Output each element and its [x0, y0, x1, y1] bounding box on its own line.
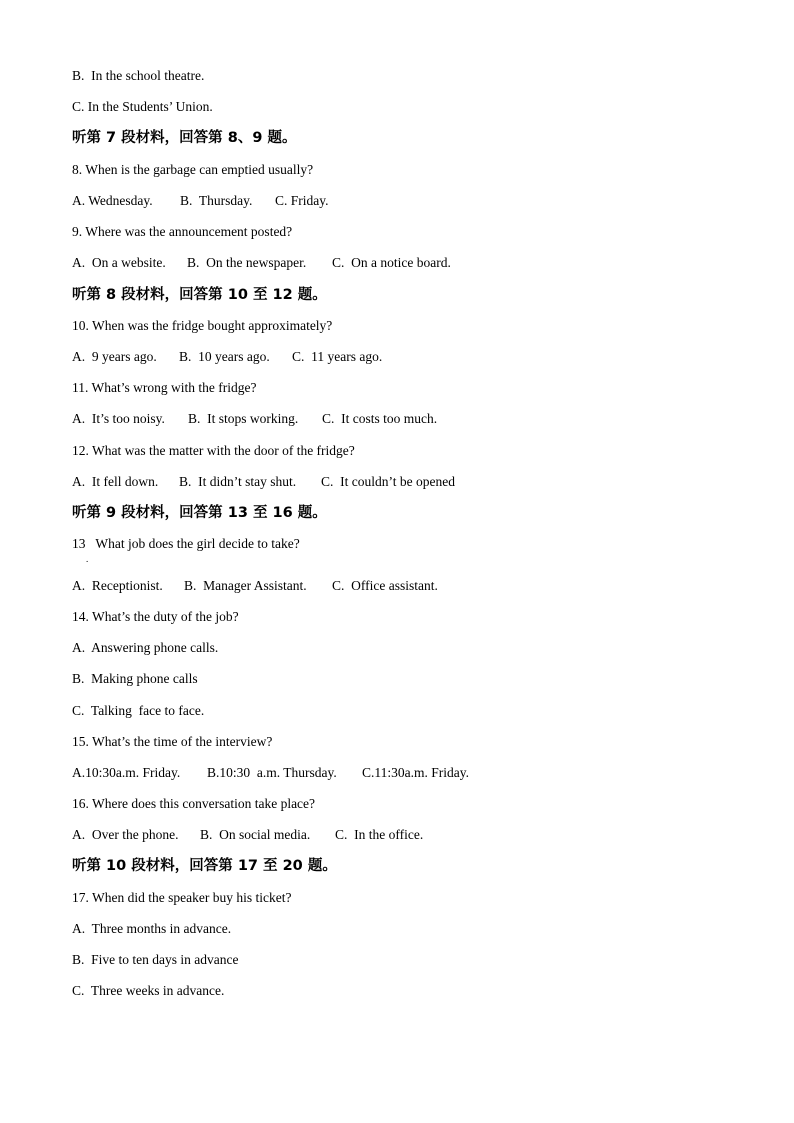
question-13: 13 What job does the girl decide to take? [72, 536, 300, 551]
option-c: C. It couldn’t be opened [321, 474, 455, 489]
option-b: B. It stops working. [188, 411, 299, 426]
question-14: 14. What’s the duty of the job? [72, 609, 239, 624]
option-a: A. Over the phone. [72, 827, 179, 842]
option-a: A. On a website. [72, 255, 166, 270]
option-a: A. Three months in advance. [72, 921, 232, 936]
option-b: B.10:30 a.m. Thursday. [207, 765, 337, 780]
option-line: C. In the Students’ Union. [72, 99, 213, 114]
question-15-options [72, 765, 469, 781]
option-line: B. In the school theatre. [72, 68, 205, 83]
question-15: 15. What’s the time of the interview? [72, 734, 273, 749]
section-heading-7: 听第 7 段材料，回答第 8、9 题。 [72, 130, 297, 146]
stray-dot: . [86, 554, 89, 564]
question-16-options [72, 827, 423, 843]
option-b: B. Five to ten days in advance [72, 952, 239, 967]
option-b: B. It didn’t stay shut. [179, 474, 297, 489]
option-a: A.10:30a.m. Friday. [72, 765, 181, 780]
option-b: B. 10 years ago. [179, 349, 270, 364]
option-b: B. Making phone calls [72, 671, 198, 686]
option-a: A. Wednesday. [72, 193, 153, 208]
option-b: B. On the newspaper. [187, 255, 307, 270]
option-c: C. Talking face to face. [72, 703, 205, 718]
option-b: B. Thursday. [180, 193, 253, 208]
option-a: A. It fell down. [72, 474, 159, 489]
section-heading-9: 听第 9 段材料，回答第 13 至 16 题。 [72, 505, 327, 521]
option-c: C. Three weeks in advance. [72, 983, 225, 998]
option-c: C.11:30a.m. Friday. [362, 765, 469, 780]
option-a: A. 9 years ago. [72, 349, 157, 364]
question-8: 8. When is the garbage can emptied usually? [72, 162, 314, 177]
option-a: A. Receptionist. [72, 578, 163, 593]
option-a: A. It’s too noisy. [72, 411, 165, 426]
option-a: A. Answering phone calls. [72, 640, 219, 655]
option-c: C. Office assistant. [332, 578, 438, 593]
question-12-options [72, 474, 455, 490]
question-10-options [72, 349, 382, 365]
question-13-options [72, 578, 438, 594]
question-9: 9. Where was the announcement posted? [72, 224, 293, 239]
section-heading-10: 听第 10 段材料，回答第 17 至 20 题。 [72, 858, 337, 874]
question-11: 11. What’s wrong with the fridge? [72, 380, 257, 395]
option-c: C. In the office. [335, 827, 424, 842]
option-c: C. 11 years ago. [292, 349, 383, 364]
question-9-options [72, 255, 451, 271]
question-17: 17. When did the speaker buy his ticket? [72, 890, 292, 905]
option-c: C. On a notice board. [332, 255, 451, 270]
question-11-options [72, 411, 437, 427]
question-8-options [72, 193, 329, 209]
question-16: 16. Where does this conversation take place? [72, 796, 316, 811]
option-c: C. Friday. [275, 193, 329, 208]
option-c: C. It costs too much. [322, 411, 438, 426]
section-heading-8: 听第 8 段材料，回答第 10 至 12 题。 [72, 287, 327, 303]
question-10: 10. When was the fridge bought approximately? [72, 318, 333, 333]
option-b: B. Manager Assistant. [184, 578, 307, 593]
option-b: B. On social media. [200, 827, 311, 842]
question-12: 12. What was the matter with the door of the fridge? [72, 443, 355, 458]
